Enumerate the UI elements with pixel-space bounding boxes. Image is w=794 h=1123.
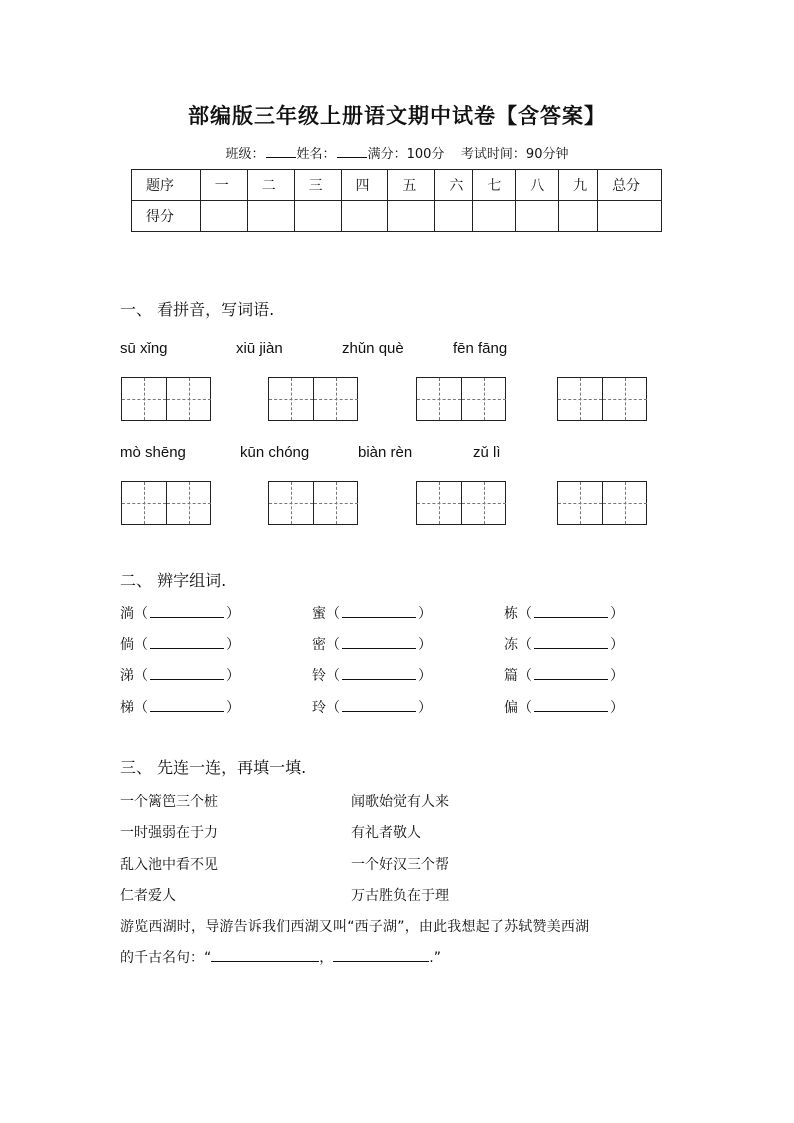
close-paren: ） [610,606,624,622]
writing-grid[interactable] [268,377,358,421]
pinyin-label: xiū jiàn [236,340,283,357]
close-paren: ） [418,668,432,684]
header-cell: 总分 [598,170,662,201]
answer-blank[interactable] [150,605,224,618]
poem-blank-1[interactable] [211,949,319,962]
answer-blank[interactable] [150,636,224,649]
pinyin-label: biàn rèn [358,444,413,461]
match-left-item[interactable]: 一时强弱在于力 [120,825,218,841]
score-cell[interactable] [294,201,341,232]
close-paren: ） [226,637,240,653]
word-item [312,697,432,717]
open-paren: （ [326,606,340,622]
header-cell: 八 [516,170,559,201]
open-paren: （ [134,668,148,684]
answer-blank[interactable] [534,605,608,618]
header-cell: 二 [247,170,294,201]
close-paren: ） [610,637,624,653]
char: 篇 [504,668,518,684]
section3-heading: 三、 先连一连，再填一填. [120,758,307,777]
fill-paragraph-line1: 游览西湖时，导游告诉我们西湖又叫“西子湖”，由此我想起了苏轼赞美西湖 [120,919,590,935]
match-right-item[interactable]: 万古胜负在于理 [351,888,449,904]
score-cell[interactable] [559,201,598,232]
class-label: 班级： [225,147,265,162]
char: 淌 [120,606,134,622]
score-cell[interactable] [598,201,662,232]
open-paren: （ [134,700,148,716]
word-item [120,603,240,623]
exam-time: 考试时间：90分钟 [460,147,569,162]
char: 倘 [120,637,134,653]
score-cell[interactable] [341,201,388,232]
header-cell: 五 [388,170,435,201]
exam-info-line [0,143,794,162]
answer-blank[interactable] [534,667,608,680]
char: 冻 [504,637,518,653]
word-item [312,603,432,623]
open-paren: （ [134,637,148,653]
answer-blank[interactable] [342,605,416,618]
score-table-score-row [132,201,662,232]
header-cell: 一 [200,170,247,201]
word-item [504,665,624,685]
section1-heading: 一、 看拼音，写词语. [120,300,275,319]
answer-blank[interactable] [342,667,416,680]
row-label: 得分 [132,201,201,232]
open-paren: （ [518,637,532,653]
full-score: 满分：100分 [367,147,445,162]
match-right-item[interactable]: 闻歌始觉有人来 [351,794,449,810]
header-cell: 三 [294,170,341,201]
pinyin-label: kūn chóng [240,444,310,461]
score-cell[interactable] [247,201,294,232]
score-cell[interactable] [200,201,247,232]
answer-blank[interactable] [534,699,608,712]
char: 偏 [504,700,518,716]
word-item [120,697,240,717]
score-cell[interactable] [473,201,516,232]
word-item [504,697,624,717]
para-end: .” [429,950,441,966]
pinyin-label: sū xǐng [120,340,168,357]
char: 玲 [312,700,326,716]
word-item [504,634,624,654]
pinyin-label: fēn fāng [453,340,508,357]
word-item [504,603,624,623]
section2-heading: 二、 辨字组词. [120,571,227,590]
score-cell[interactable] [388,201,435,232]
header-cell: 四 [341,170,388,201]
class-blank[interactable] [266,145,296,158]
open-paren: （ [134,606,148,622]
score-cell[interactable] [516,201,559,232]
header-cell: 七 [473,170,516,201]
para-prefix: 的千古名句：“ [120,950,212,966]
writing-grid[interactable] [416,481,506,525]
writing-grid[interactable] [557,481,647,525]
open-paren: （ [326,700,340,716]
answer-blank[interactable] [150,699,224,712]
answer-blank[interactable] [534,636,608,649]
close-paren: ） [418,700,432,716]
answer-blank[interactable] [342,699,416,712]
open-paren: （ [518,700,532,716]
match-left-item[interactable]: 仁者爱人 [120,888,176,904]
answer-blank[interactable] [342,636,416,649]
writing-grid[interactable] [557,377,647,421]
match-left-item[interactable]: 一个篱笆三个桩 [120,794,218,810]
close-paren: ） [610,668,624,684]
close-paren: ） [610,700,624,716]
close-paren: ） [226,700,240,716]
open-paren: （ [326,637,340,653]
char: 蜜 [312,606,326,622]
pinyin-label: mò shēng [120,444,186,461]
writing-grid[interactable] [121,377,211,421]
fill-paragraph-line2 [120,947,441,967]
writing-grid[interactable] [268,481,358,525]
name-blank[interactable] [337,145,367,158]
char: 铃 [312,668,326,684]
name-label: 姓名： [296,147,336,162]
match-right-item[interactable]: 有礼者敬人 [351,825,421,841]
score-table [131,169,662,232]
score-cell[interactable] [435,201,473,232]
char: 密 [312,637,326,653]
word-item [312,665,432,685]
score-table-header-row [132,170,662,201]
poem-blank-2[interactable] [333,949,429,962]
pinyin-label: zhǔn què [342,340,404,357]
close-paren: ） [226,668,240,684]
header-cell: 题序 [132,170,201,201]
page-title: 部编版三年级上册语文期中试卷【含答案】 [188,103,606,128]
close-paren: ） [418,637,432,653]
answer-blank[interactable] [150,667,224,680]
match-right-item[interactable]: 一个好汉三个帮 [351,857,449,873]
pinyin-label: zǔ lì [473,444,501,461]
open-paren: （ [326,668,340,684]
char: 梯 [120,700,134,716]
close-paren: ） [226,606,240,622]
open-paren: （ [518,668,532,684]
writing-grid[interactable] [121,481,211,525]
match-left-item[interactable]: 乱入池中看不见 [120,857,218,873]
open-paren: （ [518,606,532,622]
para-comma: ， [319,950,334,966]
char: 涕 [120,668,134,684]
header-cell: 九 [559,170,598,201]
char: 栋 [504,606,518,622]
word-item [120,665,240,685]
word-item [312,634,432,654]
close-paren: ） [418,606,432,622]
writing-grid[interactable] [416,377,506,421]
header-cell: 六 [435,170,473,201]
word-item [120,634,240,654]
